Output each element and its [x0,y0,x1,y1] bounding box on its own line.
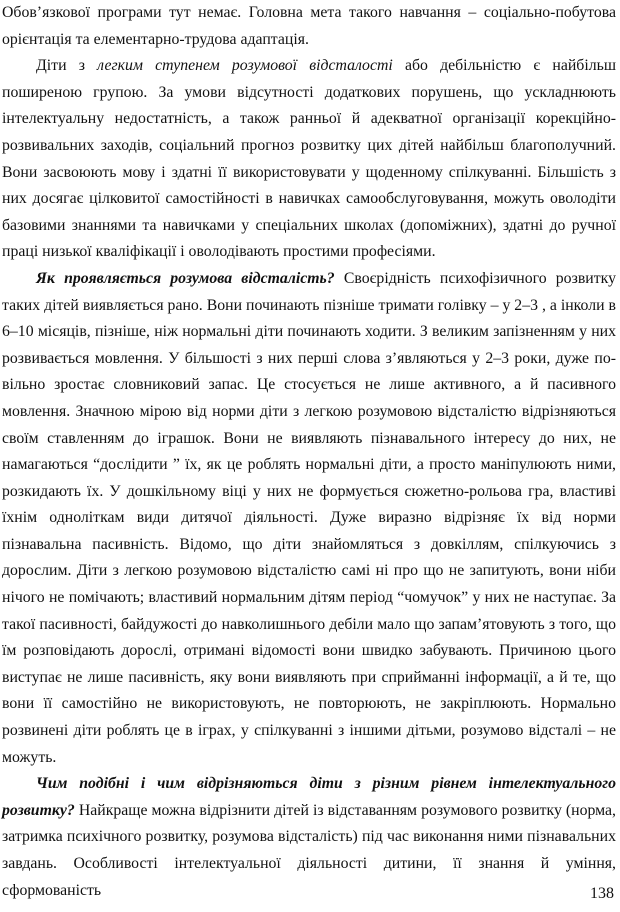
page-number: 138 [590,885,614,902]
paragraph-continuation: Обов’язкової програми тут немає. Головна мета такого навчання – соціально-побутова орієнтація та елементарно-трудова адаптація. [2,4,616,48]
paragraph-text: Своєрідність психофізичного розвитку таких дітей виявляється рано. Вони починають пізніше тримати голівку – у 2–3 , а інколи в 6–10 місяців, пізніше, ніж нормальні діти починають ходити. З великим запізненням у них розвивається мовлення. У більшості з них перші слова з’являються у 2–3 роки, дуже по-вільно зростає словниковий запас. Це стосується не лише активного, а й пасивного мовлення. Значною мірою від норми діти з легкою розумовою відсталістю відрізняються своїм ставленням до іграшок. Вони не виявляють пізнавального інтересу до них, не намагаються “дослідити ” їх, як це роблять нормальні діти, а просто маніпулюють ними, розкидають їх. У дошкільному віці у них не формується сюжетно-рольова гра, властиві їхнім одноліткам види дитячої діяльності. Дуже виразно відрізняє їх від норми пізнавальна пасивність. Відомо, що діти знайомляться з довкіллям, спілкуючись з дорослим. Діти з легкою розумовою відсталістю самі ні про що не запитують, вони ніби нічого не помічають; властивий нормальним дітям період “чомучок” у них не наступає. За такої пасивності, байдужості до навколишнього дебіли мало що запам’ятовують з того, що їм розповідають дорослі, отримані відомості вони швидко забувають. Причиною цього виступає не лише пасивність, яку вони виявляють при сприйманні інформації, а й те, що вони її самостійно не використовують, не повторюють, не закріплюють. Нормально розвинені діти роблять це в іграх, у спілкуванні з іншими дітьми, розумово відсталі – не можуть. [2,269,616,766]
paragraph-mild-retardation [2,53,616,266]
section-question-heading: Як проявляється розумова відсталість? [36,269,335,287]
paragraph-text: або дебільністю є найбільш поширеною групою. За умови відсутності додаткових порушень, що ускладнюють інтелектуальну недостатність, а також ранньої й адекватної організації корекційно-розвивальних заходів, соціальний прогноз розвитку цих дітей найбільш благополучний. Вони засвоюють мову і здатні її використовувати у щоденному спілкуванні. Більшість з них досягає цілковитої самостійності в навичках самообслуговування, можуть оволодіти базовими знаннями та навичками у спеціальних школах (допоміжних), здатні до ручної праці низької кваліфікації і оволодівають простими професіями. [2,57,616,261]
paragraph-comparison [2,771,616,904]
italic-term: легким ступенем розумової відсталості [97,57,393,75]
section-question-heading: Чим подібні і чим відрізняються діти з різним рівнем інтелектуального розвитку? [2,775,616,819]
paragraph-text-prefix: Діти з [36,57,98,75]
page-body-text [2,0,616,904]
paragraph-text: Найкраще можна відрізнити дітей із відставанням розумового розвитку (норма, затримка психічного розвитку, розумова відсталість) під час виконання ними пізнавальних завдань. Особливості інтелектуальної діяльності дитини, її знання й уміння, сформованість [2,801,616,899]
paragraph-manifestation [2,266,616,771]
